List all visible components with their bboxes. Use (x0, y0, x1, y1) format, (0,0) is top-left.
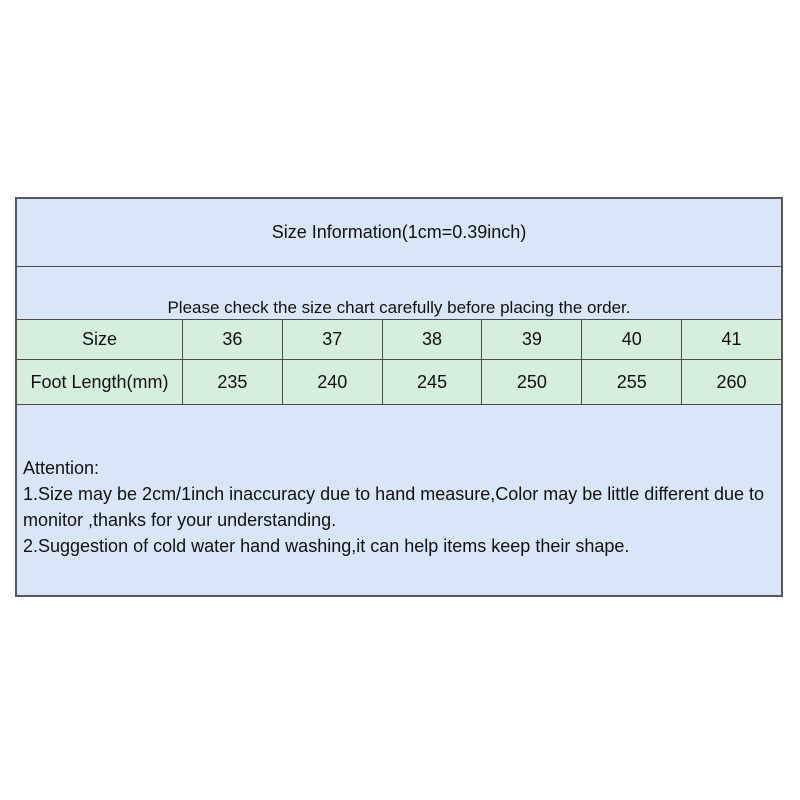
attention-line-2: 2.Suggestion of cold water hand washing,it can help items keep their shape. (23, 536, 630, 556)
foot-length-value: 245 (382, 360, 482, 404)
size-value: 39 (481, 320, 581, 359)
foot-length-row-header: Foot Length(mm) (30, 371, 169, 392)
size-row-header: Size (81, 329, 117, 349)
size-value: 41 (681, 320, 781, 359)
foot-length-value: 250 (481, 360, 581, 404)
size-chart-panel (15, 197, 783, 597)
foot-length-value: 240 (282, 360, 382, 404)
foot-length-value: 260 (681, 360, 781, 404)
attention-section (17, 405, 781, 595)
size-row (17, 320, 781, 360)
attention-heading: Attention: (23, 458, 100, 478)
foot-length-row (17, 360, 781, 405)
size-value: 36 (182, 320, 282, 359)
size-value: 38 (382, 320, 482, 359)
size-value: 37 (282, 320, 382, 359)
size-chart-title: Size Information(1cm=0.39inch) (17, 199, 781, 267)
foot-length-value: 255 (581, 360, 681, 404)
size-value: 40 (581, 320, 681, 359)
size-chart-notice: Please check the size chart carefully before placing the order. (17, 267, 781, 320)
foot-length-value: 235 (182, 360, 282, 404)
attention-line-1: 1.Size may be 2cm/1inch inaccuracy due to hand measure,Color may be little different due to monitor ,thanks for your understanding. (23, 484, 765, 530)
